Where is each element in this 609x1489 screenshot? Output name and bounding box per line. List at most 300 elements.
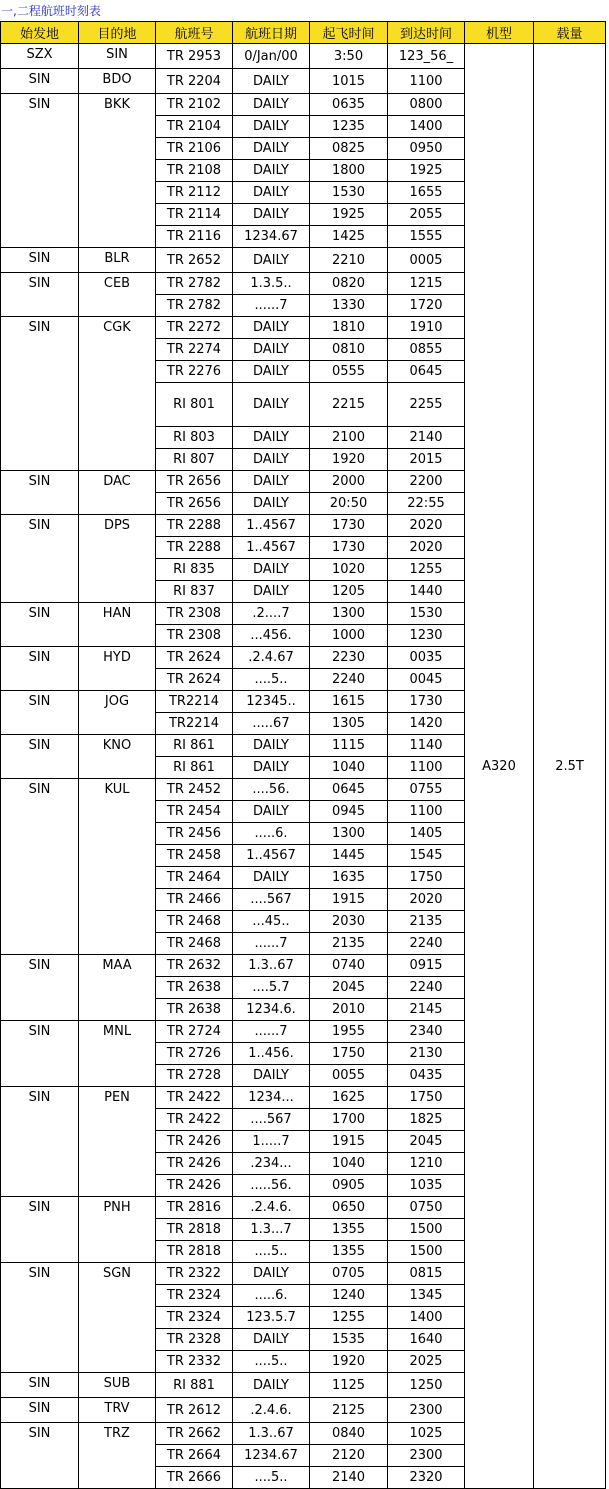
departure-time-cell: 1625 — [310, 1087, 388, 1109]
arrival-time-cell: 1910 — [388, 317, 465, 339]
flight-number-cell: TR 2272 — [156, 317, 233, 339]
departure-time-cell: 1920 — [310, 1351, 388, 1373]
arrival-time-cell: 123_56_ — [388, 44, 465, 69]
header-origin: 始发地 — [1, 22, 79, 44]
flight-days-cell: ....5.. — [233, 1467, 310, 1489]
destination-cell: SGN — [79, 1263, 156, 1373]
flight-days-cell: 1.3..67 — [233, 955, 310, 977]
flight-days-cell: ...45.. — [233, 911, 310, 933]
departure-time-cell: 1915 — [310, 1131, 388, 1153]
arrival-time-cell: 0035 — [388, 647, 465, 669]
flight-days-cell: .234... — [233, 1153, 310, 1175]
flight-days-cell: DAILY — [233, 182, 310, 204]
arrival-time-cell: 1530 — [388, 603, 465, 625]
flight-days-cell: 0/Jan/00 — [233, 44, 310, 69]
departure-time-cell: 2140 — [310, 1467, 388, 1489]
arrival-time-cell: 2240 — [388, 977, 465, 999]
origin-cell: SIN — [1, 1263, 79, 1373]
flight-number-cell: TR 2612 — [156, 1398, 233, 1423]
flight-days-cell: 1..4567 — [233, 845, 310, 867]
arrival-time-cell: 1420 — [388, 713, 465, 735]
arrival-time-cell: 1720 — [388, 295, 465, 317]
flight-number-cell: TR 2656 — [156, 493, 233, 515]
flight-number-cell: TR 2426 — [156, 1153, 233, 1175]
origin-cell: SIN — [1, 248, 79, 273]
arrival-time-cell: 0645 — [388, 361, 465, 383]
flight-number-cell: TR 2456 — [156, 823, 233, 845]
flight-days-cell: 123.5.7 — [233, 1307, 310, 1329]
origin-cell: SIN — [1, 1197, 79, 1263]
flight-days-cell: .2.4.6. — [233, 1197, 310, 1219]
flight-days-cell: ....5.7 — [233, 977, 310, 999]
destination-cell: SIN — [79, 44, 156, 69]
header-aircraft-type: 机型 — [465, 22, 534, 44]
arrival-time-cell: 0750 — [388, 1197, 465, 1219]
flight-number-cell: TR 2308 — [156, 625, 233, 647]
page-title: 一,二程航班时刻表 — [1, 4, 101, 18]
origin-cell: SIN — [1, 94, 79, 248]
arrival-time-cell: 1655 — [388, 182, 465, 204]
origin-cell: SIN — [1, 515, 79, 603]
flight-days-cell: 1234.6. — [233, 999, 310, 1021]
origin-cell: SIN — [1, 603, 79, 647]
arrival-time-cell: 1750 — [388, 1087, 465, 1109]
flight-days-cell: DAILY — [233, 317, 310, 339]
departure-time-cell: 1305 — [310, 713, 388, 735]
flight-days-cell: DAILY — [233, 1065, 310, 1087]
departure-time-cell: 0840 — [310, 1423, 388, 1445]
departure-time-cell: 0820 — [310, 273, 388, 295]
departure-time-cell: 1810 — [310, 317, 388, 339]
header-capacity: 载量 — [534, 22, 606, 44]
arrival-time-cell: 2200 — [388, 471, 465, 493]
flight-number-cell: TR 2454 — [156, 801, 233, 823]
destination-cell: CEB — [79, 273, 156, 317]
destination-cell: TRV — [79, 1398, 156, 1423]
destination-cell: MAA — [79, 955, 156, 1021]
flight-days-cell: ....567 — [233, 889, 310, 911]
flight-number-cell: TR 2112 — [156, 182, 233, 204]
flight-days-cell: .....56. — [233, 1175, 310, 1197]
departure-time-cell: 3:50 — [310, 44, 388, 69]
departure-time-cell: 1240 — [310, 1285, 388, 1307]
flight-days-cell: 1..4567 — [233, 537, 310, 559]
departure-time-cell: 2120 — [310, 1445, 388, 1467]
flight-number-cell: RI 801 — [156, 383, 233, 427]
flight-number-cell: TR 2652 — [156, 248, 233, 273]
arrival-time-cell: 0800 — [388, 94, 465, 116]
departure-time-cell: 1750 — [310, 1043, 388, 1065]
flight-number-cell: RI 881 — [156, 1373, 233, 1398]
departure-time-cell: 1255 — [310, 1307, 388, 1329]
origin-cell: SZX — [1, 44, 79, 69]
departure-time-cell: 1300 — [310, 603, 388, 625]
departure-time-cell: 0645 — [310, 779, 388, 801]
arrival-time-cell: 1545 — [388, 845, 465, 867]
flight-number-cell: TR 2468 — [156, 933, 233, 955]
departure-time-cell: 0945 — [310, 801, 388, 823]
departure-time-cell: 0905 — [310, 1175, 388, 1197]
departure-time-cell: 2030 — [310, 911, 388, 933]
destination-cell: JOG — [79, 691, 156, 735]
flight-days-cell: .....6. — [233, 823, 310, 845]
flight-number-cell: RI 807 — [156, 449, 233, 471]
flight-number-cell: TR 2468 — [156, 911, 233, 933]
flight-days-cell: DAILY — [233, 559, 310, 581]
origin-cell: SIN — [1, 1021, 79, 1087]
arrival-time-cell: 2340 — [388, 1021, 465, 1043]
arrival-time-cell: 0005 — [388, 248, 465, 273]
flight-days-cell: DAILY — [233, 1329, 310, 1351]
origin-cell: SIN — [1, 471, 79, 515]
flight-number-cell: TR 2724 — [156, 1021, 233, 1043]
flight-number-cell: TR2214 — [156, 691, 233, 713]
flight-days-cell: 1.3.5.. — [233, 273, 310, 295]
flight-number-cell: TR 2288 — [156, 537, 233, 559]
arrival-time-cell: 1925 — [388, 160, 465, 182]
arrival-time-cell: 2140 — [388, 427, 465, 449]
flight-days-cell: ....567 — [233, 1109, 310, 1131]
departure-time-cell: 2000 — [310, 471, 388, 493]
flight-number-cell: TR 2422 — [156, 1109, 233, 1131]
flight-days-cell: 1.3...7 — [233, 1219, 310, 1241]
departure-time-cell: 1915 — [310, 889, 388, 911]
flight-number-cell: TR 2782 — [156, 295, 233, 317]
flight-days-cell: DAILY — [233, 735, 310, 757]
arrival-time-cell: 1250 — [388, 1373, 465, 1398]
flight-number-cell: TR 2638 — [156, 977, 233, 999]
destination-cell: BDO — [79, 69, 156, 94]
flight-number-cell: TR2214 — [156, 713, 233, 735]
flight-days-cell: DAILY — [233, 801, 310, 823]
origin-cell: SIN — [1, 1373, 79, 1398]
header-arrival-time: 到达时间 — [388, 22, 465, 44]
flight-days-cell: DAILY — [233, 339, 310, 361]
departure-time-cell: 1355 — [310, 1219, 388, 1241]
flight-number-cell: TR 2624 — [156, 669, 233, 691]
departure-time-cell: 1205 — [310, 581, 388, 603]
arrival-time-cell: 1555 — [388, 226, 465, 248]
origin-cell: SIN — [1, 1423, 79, 1489]
arrival-time-cell: 0855 — [388, 339, 465, 361]
flight-number-cell: TR 2308 — [156, 603, 233, 625]
departure-time-cell: 1115 — [310, 735, 388, 757]
flight-number-cell: TR 2624 — [156, 647, 233, 669]
arrival-time-cell: 0915 — [388, 955, 465, 977]
schedule-table-container — [0, 21, 606, 1489]
flight-number-cell: TR 2728 — [156, 1065, 233, 1087]
departure-time-cell: 2135 — [310, 933, 388, 955]
arrival-time-cell: 2020 — [388, 537, 465, 559]
flight-days-cell: DAILY — [233, 1373, 310, 1398]
destination-cell: BLR — [79, 248, 156, 273]
arrival-time-cell: 2025 — [388, 1351, 465, 1373]
flight-number-cell: TR 2816 — [156, 1197, 233, 1219]
flight-number-cell: TR 2106 — [156, 138, 233, 160]
arrival-time-cell: 0045 — [388, 669, 465, 691]
departure-time-cell: 0740 — [310, 955, 388, 977]
arrival-time-cell: 2135 — [388, 911, 465, 933]
flight-number-cell: TR 2422 — [156, 1087, 233, 1109]
flight-number-cell: TR 2104 — [156, 116, 233, 138]
origin-cell: SIN — [1, 691, 79, 735]
flight-days-cell: 1..456. — [233, 1043, 310, 1065]
departure-time-cell: 1535 — [310, 1329, 388, 1351]
arrival-time-cell: 1500 — [388, 1241, 465, 1263]
destination-cell: KUL — [79, 779, 156, 955]
flight-number-cell: TR 2782 — [156, 273, 233, 295]
departure-time-cell: 1955 — [310, 1021, 388, 1043]
flight-number-cell: TR 2662 — [156, 1423, 233, 1445]
departure-time-cell: 1425 — [310, 226, 388, 248]
flight-number-cell: TR 2328 — [156, 1329, 233, 1351]
header-departure-time: 起飞时间 — [310, 22, 388, 44]
flight-days-cell: DAILY — [233, 581, 310, 603]
flight-days-cell: ....5.. — [233, 1351, 310, 1373]
departure-time-cell: 1125 — [310, 1373, 388, 1398]
flight-number-cell: TR 2726 — [156, 1043, 233, 1065]
flight-number-cell: TR 2632 — [156, 955, 233, 977]
flight-days-cell: ....5.. — [233, 1241, 310, 1263]
departure-time-cell: 1445 — [310, 845, 388, 867]
arrival-time-cell: 2300 — [388, 1445, 465, 1467]
flight-schedule-table — [0, 21, 606, 1489]
flight-days-cell: DAILY — [233, 427, 310, 449]
capacity-cell: 2.5T — [534, 44, 606, 1489]
flight-days-cell: ......7 — [233, 295, 310, 317]
header-destination: 目的地 — [79, 22, 156, 44]
flight-number-cell: TR 2638 — [156, 999, 233, 1021]
flight-number-cell: TR 2426 — [156, 1175, 233, 1197]
flight-number-cell: RI 835 — [156, 559, 233, 581]
arrival-time-cell: 1100 — [388, 69, 465, 94]
arrival-time-cell: 1210 — [388, 1153, 465, 1175]
flight-number-cell: TR 2818 — [156, 1219, 233, 1241]
origin-cell: SIN — [1, 955, 79, 1021]
arrival-time-cell: 1035 — [388, 1175, 465, 1197]
flight-number-cell: RI 861 — [156, 735, 233, 757]
departure-time-cell: 2210 — [310, 248, 388, 273]
flight-number-cell: TR 2102 — [156, 94, 233, 116]
flight-days-cell: ....56. — [233, 779, 310, 801]
departure-time-cell: 1235 — [310, 116, 388, 138]
departure-time-cell: 2230 — [310, 647, 388, 669]
arrival-time-cell: 2045 — [388, 1131, 465, 1153]
departure-time-cell: 1800 — [310, 160, 388, 182]
departure-time-cell: 20:50 — [310, 493, 388, 515]
flight-number-cell: TR 2116 — [156, 226, 233, 248]
arrival-time-cell: 1500 — [388, 1219, 465, 1241]
departure-time-cell: 1040 — [310, 757, 388, 779]
flight-days-cell: DAILY — [233, 204, 310, 226]
flight-days-cell: 1234.67 — [233, 226, 310, 248]
departure-time-cell: 1925 — [310, 204, 388, 226]
flight-number-cell: TR 2818 — [156, 1241, 233, 1263]
flight-days-cell: 1.....7 — [233, 1131, 310, 1153]
flight-days-cell: DAILY — [233, 116, 310, 138]
departure-time-cell: 0825 — [310, 138, 388, 160]
flight-days-cell: .2.4.67 — [233, 647, 310, 669]
origin-cell: SIN — [1, 1087, 79, 1197]
flight-days-cell: 1.3..67 — [233, 1423, 310, 1445]
destination-cell: MNL — [79, 1021, 156, 1087]
flight-days-cell: ......7 — [233, 933, 310, 955]
flight-days-cell: DAILY — [233, 94, 310, 116]
departure-time-cell: 1700 — [310, 1109, 388, 1131]
table-body — [1, 22, 606, 1489]
header-flight-number: 航班号 — [156, 22, 233, 44]
flight-days-cell: .2.4.6. — [233, 1398, 310, 1423]
flight-number-cell: RI 803 — [156, 427, 233, 449]
flight-number-cell: TR 2204 — [156, 69, 233, 94]
departure-time-cell: 2215 — [310, 383, 388, 427]
arrival-time-cell: 2145 — [388, 999, 465, 1021]
origin-cell: SIN — [1, 317, 79, 471]
arrival-time-cell: 1025 — [388, 1423, 465, 1445]
arrival-time-cell: 1825 — [388, 1109, 465, 1131]
flight-days-cell: DAILY — [233, 449, 310, 471]
flight-days-cell: DAILY — [233, 493, 310, 515]
flight-days-cell: 1..4567 — [233, 515, 310, 537]
departure-time-cell: 0055 — [310, 1065, 388, 1087]
flight-number-cell: TR 2426 — [156, 1131, 233, 1153]
departure-time-cell: 1920 — [310, 449, 388, 471]
departure-time-cell: 0555 — [310, 361, 388, 383]
arrival-time-cell: 2320 — [388, 1467, 465, 1489]
origin-cell: SIN — [1, 1398, 79, 1423]
departure-time-cell: 2010 — [310, 999, 388, 1021]
flight-days-cell: 12345.. — [233, 691, 310, 713]
aircraft-type-cell: A320 — [465, 44, 534, 1489]
flight-number-cell: TR 2114 — [156, 204, 233, 226]
flight-days-cell: .2....7 — [233, 603, 310, 625]
destination-cell: PNH — [79, 1197, 156, 1263]
arrival-time-cell: 2300 — [388, 1398, 465, 1423]
arrival-time-cell: 1730 — [388, 691, 465, 713]
arrival-time-cell: 1400 — [388, 1307, 465, 1329]
destination-cell: TRZ — [79, 1423, 156, 1489]
arrival-time-cell: 2255 — [388, 383, 465, 427]
flight-number-cell: TR 2452 — [156, 779, 233, 801]
flight-days-cell: DAILY — [233, 383, 310, 427]
flight-days-cell: ...456. — [233, 625, 310, 647]
departure-time-cell: 1040 — [310, 1153, 388, 1175]
flight-number-cell: TR 2953 — [156, 44, 233, 69]
departure-time-cell: 1730 — [310, 537, 388, 559]
departure-time-cell: 2125 — [310, 1398, 388, 1423]
flight-number-cell: TR 2288 — [156, 515, 233, 537]
flight-days-cell: DAILY — [233, 361, 310, 383]
flight-number-cell: TR 2274 — [156, 339, 233, 361]
flight-days-cell: 1234.67 — [233, 1445, 310, 1467]
origin-cell: SIN — [1, 779, 79, 955]
flight-days-cell: DAILY — [233, 138, 310, 160]
origin-cell: SIN — [1, 735, 79, 779]
departure-time-cell: 1530 — [310, 182, 388, 204]
arrival-time-cell: 1640 — [388, 1329, 465, 1351]
departure-time-cell: 2045 — [310, 977, 388, 999]
destination-cell: HYD — [79, 647, 156, 691]
flight-days-cell: DAILY — [233, 69, 310, 94]
arrival-time-cell: 22:55 — [388, 493, 465, 515]
arrival-time-cell: 0755 — [388, 779, 465, 801]
flight-number-cell: TR 2324 — [156, 1307, 233, 1329]
destination-cell: KNO — [79, 735, 156, 779]
arrival-time-cell: 1140 — [388, 735, 465, 757]
arrival-time-cell: 1400 — [388, 116, 465, 138]
flight-days-cell: .....6. — [233, 1285, 310, 1307]
flight-number-cell: TR 2458 — [156, 845, 233, 867]
flight-number-cell: TR 2108 — [156, 160, 233, 182]
table-row — [1, 44, 606, 69]
flight-number-cell: RI 861 — [156, 757, 233, 779]
origin-cell: SIN — [1, 69, 79, 94]
arrival-time-cell: 1750 — [388, 867, 465, 889]
departure-time-cell: 1355 — [310, 1241, 388, 1263]
arrival-time-cell: 0815 — [388, 1263, 465, 1285]
origin-cell: SIN — [1, 647, 79, 691]
flight-number-cell: TR 2466 — [156, 889, 233, 911]
arrival-time-cell: 1100 — [388, 801, 465, 823]
flight-days-cell: DAILY — [233, 867, 310, 889]
flight-number-cell: TR 2324 — [156, 1285, 233, 1307]
arrival-time-cell: 0435 — [388, 1065, 465, 1087]
arrival-time-cell: 1230 — [388, 625, 465, 647]
departure-time-cell: 1020 — [310, 559, 388, 581]
flight-number-cell: RI 837 — [156, 581, 233, 603]
destination-cell: HAN — [79, 603, 156, 647]
arrival-time-cell: 2020 — [388, 889, 465, 911]
destination-cell: BKK — [79, 94, 156, 248]
departure-time-cell: 2240 — [310, 669, 388, 691]
arrival-time-cell: 2055 — [388, 204, 465, 226]
departure-time-cell: 1615 — [310, 691, 388, 713]
flight-days-cell: DAILY — [233, 248, 310, 273]
arrival-time-cell: 1345 — [388, 1285, 465, 1307]
destination-cell: DAC — [79, 471, 156, 515]
departure-time-cell: 0650 — [310, 1197, 388, 1219]
arrival-time-cell: 2020 — [388, 515, 465, 537]
arrival-time-cell: 1215 — [388, 273, 465, 295]
arrival-time-cell: 1100 — [388, 757, 465, 779]
departure-time-cell: 0705 — [310, 1263, 388, 1285]
destination-cell: PEN — [79, 1087, 156, 1197]
departure-time-cell: 1330 — [310, 295, 388, 317]
flight-number-cell: TR 2276 — [156, 361, 233, 383]
arrival-time-cell: 1405 — [388, 823, 465, 845]
arrival-time-cell: 1255 — [388, 559, 465, 581]
arrival-time-cell: 2015 — [388, 449, 465, 471]
arrival-time-cell: 1440 — [388, 581, 465, 603]
arrival-time-cell: 2240 — [388, 933, 465, 955]
arrival-time-cell: 2130 — [388, 1043, 465, 1065]
arrival-time-cell: 0950 — [388, 138, 465, 160]
origin-cell: SIN — [1, 273, 79, 317]
flight-number-cell: TR 2664 — [156, 1445, 233, 1467]
flight-days-cell: DAILY — [233, 1263, 310, 1285]
flight-days-cell: DAILY — [233, 757, 310, 779]
departure-time-cell: 0810 — [310, 339, 388, 361]
header-flight-days: 航班日期 — [233, 22, 310, 44]
flight-number-cell: TR 2332 — [156, 1351, 233, 1373]
flight-days-cell: 1234... — [233, 1087, 310, 1109]
flight-number-cell: TR 2464 — [156, 867, 233, 889]
departure-time-cell: 0635 — [310, 94, 388, 116]
destination-cell: CGK — [79, 317, 156, 471]
destination-cell: DPS — [79, 515, 156, 603]
flight-number-cell: TR 2666 — [156, 1467, 233, 1489]
departure-time-cell: 1000 — [310, 625, 388, 647]
